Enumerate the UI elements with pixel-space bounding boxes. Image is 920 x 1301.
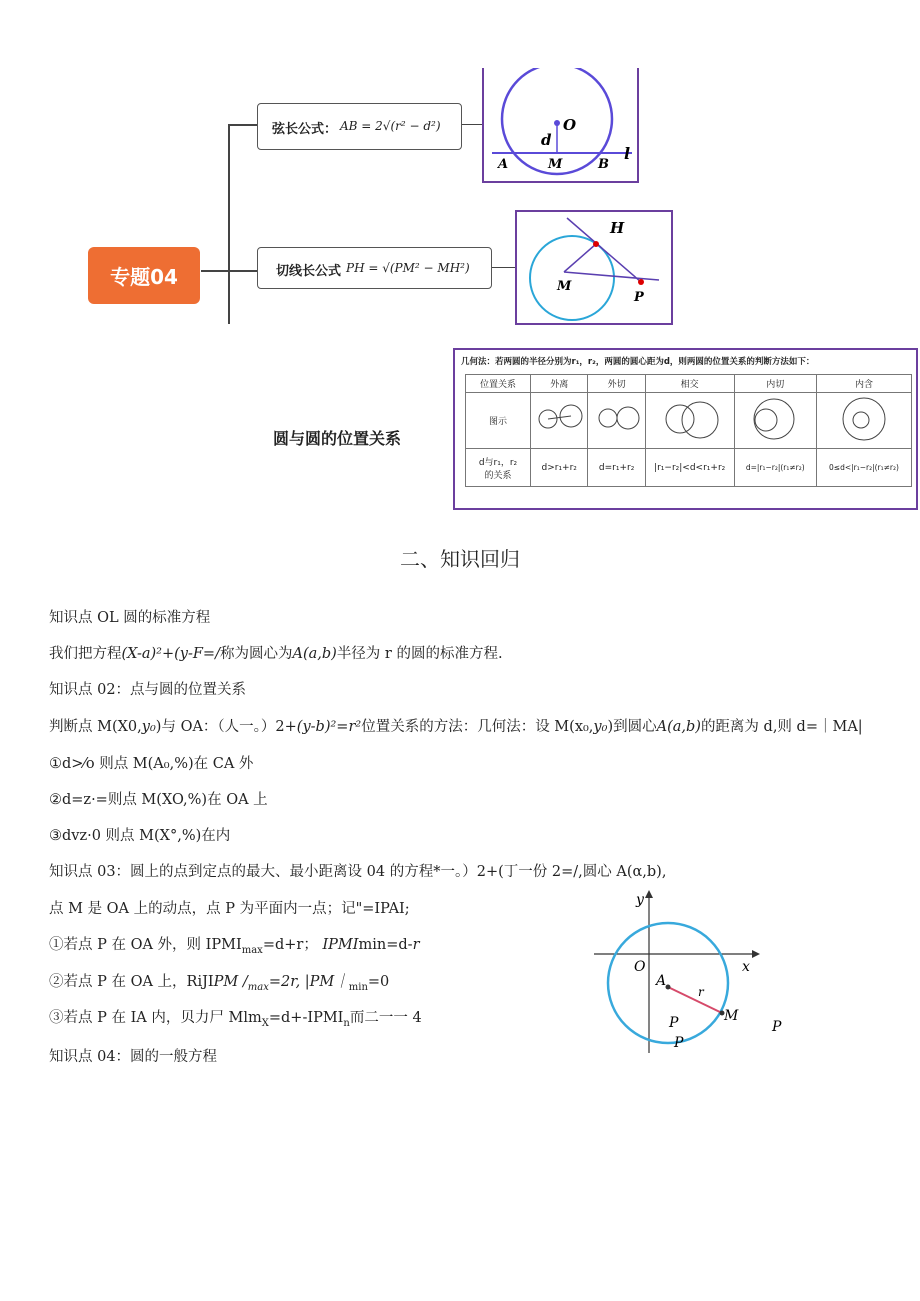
label-p-on: P: [674, 1035, 684, 1051]
label-m: M: [724, 1008, 739, 1024]
row-relation-label-1: d与r₁，r₂: [478, 457, 518, 468]
section-title: 二、知识回归: [400, 547, 520, 571]
line-11: ②若点 P 在 OA 上，RiJIPM $/_{max}=2r$, $|PM|_{min}=0$: [49, 974, 390, 993]
chord-formula-label: 弦长公式：: [272, 122, 338, 137]
chord-formula-box: [257, 103, 462, 150]
label-p: P: [634, 290, 644, 305]
label-y: y: [636, 892, 644, 908]
line-mh: [564, 244, 596, 272]
chord-figure: [482, 68, 639, 183]
radius-am: [668, 987, 722, 1013]
col-header: 位置关系: [466, 375, 531, 393]
col-2: 相交: [645, 375, 734, 393]
point-a: [666, 985, 671, 990]
rel-3: d=|r₁−r₂|(r₁≠r₂): [734, 449, 816, 487]
line-8: 知识点 03：圆上的点到定点的最大、最小距离设 04 的方程*一。）2+(丁一份 2=/,圆心 A(α,b),: [49, 864, 667, 880]
mindmap-branch-tangent: [201, 270, 258, 272]
chord-formula: AB = 2√(r² − d²): [340, 119, 441, 133]
line-6: ②d=z·=则点 M(XO,%)在 OA 上: [49, 792, 268, 808]
tangent-line: [567, 218, 641, 282]
circle-circle-label: 圆与圆的位置关系: [273, 429, 402, 448]
label-d: d: [541, 131, 552, 149]
tangent-figure: [515, 210, 673, 325]
chord-diagram: [484, 68, 637, 181]
line-9: 点 M 是 OA 上的动点，点 P 为平面内一点；记"=IPAI;: [49, 901, 410, 917]
rel-4: 0≤d<|r₁−r₂|(r₁≠r₂): [816, 449, 911, 487]
rel-0: d>r₁+r₂: [531, 449, 588, 487]
label-o: O: [563, 116, 577, 134]
line-mp: [564, 272, 659, 280]
label-x: x: [742, 959, 750, 975]
fig-external: [532, 394, 586, 444]
line-2: 我们把方程(X-a)²+(y-F=/称为圆心为A(a,b)半径为 r 的圆的标准方程.: [49, 646, 503, 662]
row-relation-label-2: 的关系: [484, 470, 512, 481]
fig-intersect: [648, 394, 732, 444]
label-a: A: [656, 973, 667, 989]
col-3: 内切: [734, 375, 816, 393]
line-12: ③若点 P 在 IA 内，贝力尸 $Mlm_X=d+-IPMI_n$而二一一 4: [49, 1010, 422, 1029]
tangent-formula-box: [257, 247, 492, 289]
row-figure-label: 图示: [466, 393, 531, 449]
label-m: M: [548, 157, 563, 172]
y-axis-arrow: [645, 890, 653, 898]
topic-label: 专题04: [110, 265, 178, 289]
line-3: 知识点 02：点与圆的位置关系: [49, 682, 247, 698]
tangent-diagram: [517, 212, 671, 323]
position-table: [465, 374, 912, 487]
mindmap-link-tangent: [491, 267, 515, 268]
col-4: 内含: [816, 375, 911, 393]
tangent-formula: PH = √(PM² − MH²): [346, 261, 470, 275]
label-a: A: [498, 157, 509, 172]
label-p-outside: P: [772, 1019, 782, 1035]
line-1: 知识点 OL 圆的标准方程: [49, 610, 211, 626]
table-header-text: 几何法：若两圆的半径分别为r₁，r₂，两圆的圆心距为d，则两圆的位置关系的判断方法如下：: [461, 357, 815, 367]
fig-contained: [819, 394, 909, 444]
center-point-o: [554, 120, 560, 126]
mindmap-link-chord: [460, 124, 482, 125]
label-p-inside: P: [669, 1015, 679, 1031]
x-axis-arrow: [752, 950, 760, 958]
axes-figure: [594, 888, 794, 1058]
line-10: ①若点 P 在 OA 外，则 $IPMI_{max}=d+r$； IPMImin=d-r: [49, 937, 420, 956]
label-o: O: [634, 959, 646, 975]
point-h: [593, 241, 599, 247]
line-13: 知识点 04：圆的一般方程: [49, 1049, 218, 1065]
rel-1: d=r₁+r₂: [588, 449, 645, 487]
line-4: 判断点 M(X0,y₀)与 OA：（人一。）2+(y-b)²=r²位置关系的方法：几何法：设 M(x₀,y₀)到圆心A(a,b)的距离为 d,则 d=｜MA|: [49, 719, 863, 735]
topic-badge: [88, 247, 200, 304]
point-p: [638, 279, 644, 285]
tangent-formula-label: 切线长公式: [276, 264, 342, 279]
col-1: 外切: [588, 375, 645, 393]
mindmap-spine: [228, 124, 230, 324]
label-m: M: [557, 279, 572, 294]
line-7: ③dvz·0 则点 M(X°,%)在内: [49, 828, 231, 844]
line-5: ①d>⁄o 则点 M(A₀,%)在 CA 外: [49, 756, 254, 772]
col-0: 外离: [531, 375, 588, 393]
fig-internal-tangent: [736, 394, 814, 444]
label-l: l: [624, 144, 631, 163]
label-b: B: [598, 157, 609, 172]
mindmap-branch-chord: [228, 124, 258, 126]
label-h: H: [610, 219, 625, 237]
fig-external-tangent: [590, 394, 644, 444]
main-circle: [608, 923, 728, 1043]
circle-circle-table-frame: [453, 348, 918, 510]
label-r: r: [698, 985, 704, 999]
rel-2: |r₁−r₂|<d<r₁+r₂: [645, 449, 734, 487]
